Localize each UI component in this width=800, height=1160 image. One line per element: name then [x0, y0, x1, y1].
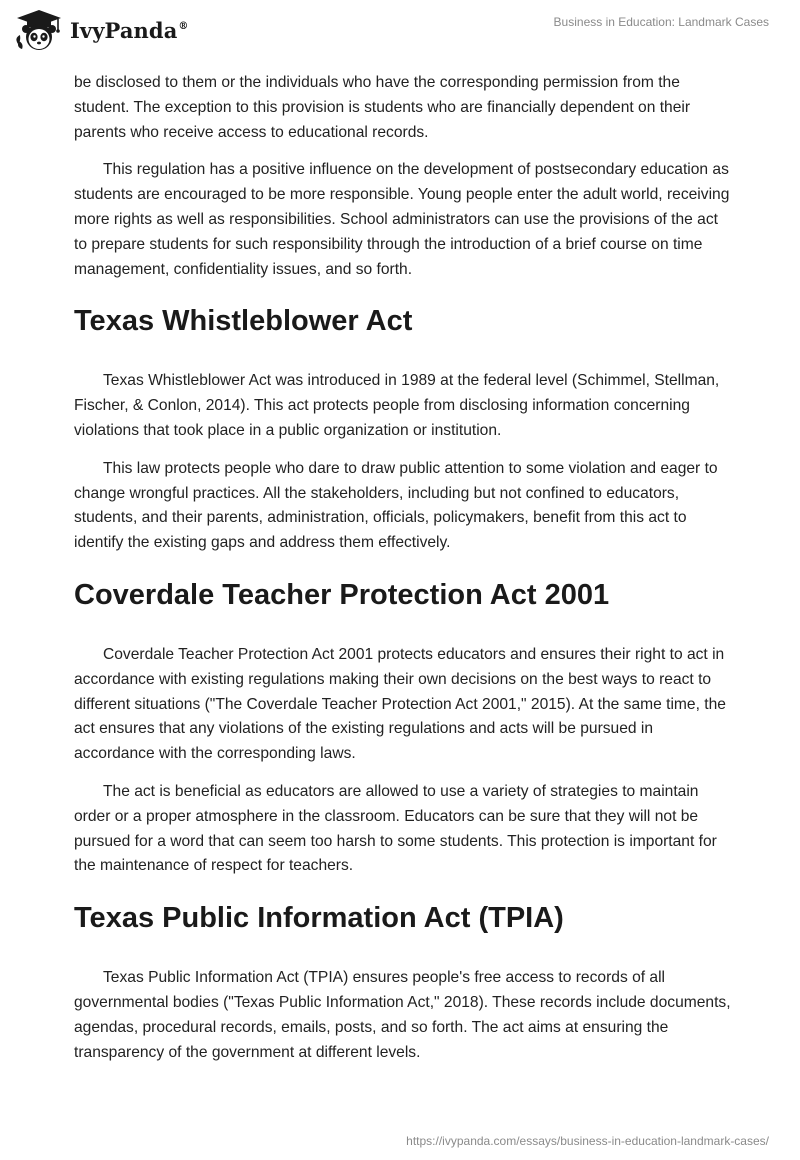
logo[interactable] — [14, 8, 189, 52]
paragraph: This law protects people who dare to draw public attention to some violation and eager to change wrongful practices. All the stakeholders, including but not confined to educators, students, and their parents, administration, officials, policymakers, benefit from this act to identify the existing gaps and address them effectively. — [74, 459, 718, 552]
section-heading: Coverdale Teacher Protection Act 2001 — [74, 578, 610, 611]
paragraph: Texas Whistleblower Act was introduced in 1989 at the federal level (Schimmel, Stellman, Fischer, & Conlon, 2014). This act protects people from disclosing information concerning violations that took place in a public organization or institution. — [74, 372, 720, 439]
paragraph: be disclosed to them or the individuals who have the corresponding permission from the student. The exception to this provision is students who are financially dependent on their parents who receive access to educational records. — [74, 74, 691, 141]
paragraph: This regulation has a positive influence on the development of postsecondary education as students are encouraged to be more responsible. Young people enter the adult world, receiving more rights as well as responsibilities. School administrators can use the provisions of the act to prepare students for such responsibility through the introduction of a brief course on time management, confidentiality issues, and so forth. — [74, 161, 730, 278]
brand-name: IvyPanda® — [70, 17, 189, 43]
panda-graduate-icon — [14, 8, 64, 52]
paragraph: Texas Public Information Act (TPIA) ensures people's free access to records of all governmental bodies ("Texas Public Information Act," 2018). These records include documents, agendas, procedural records, emails, posts, and so forth. The act aims at ensuring the transparency of the government at different levels. — [74, 969, 731, 1061]
paragraph: The act is beneficial as educators are allowed to use a variety of strategies to maintain order or a proper atmosphere in the classroom. Educators can be sure that they will not be pursued for a word that can seem too harsh to some students. This protection is important for the maintenance of respect for teachers. — [74, 782, 717, 875]
section-heading: Texas Public Information Act (TPIA) — [74, 902, 564, 935]
essay-body — [74, 71, 734, 1078]
document-title: Business in Education: Landmark Cases — [553, 15, 769, 29]
registered-mark: ® — [178, 20, 189, 32]
source-url[interactable]: https://ivypanda.com/essays/business-in-education-landmark-cases/ — [406, 1134, 769, 1148]
section-heading: Texas Whistleblower Act — [74, 305, 413, 338]
paragraph: Coverdale Teacher Protection Act 2001 protects educators and ensures their right to act in accordance with existing regulations making their own decisions on the best ways to react to different situations ("The Coverdale Teacher Protection Act 2001," 2015). At the same time, the act ensures that any violations of the existing regulations and acts will be pursued in accordance with the corresponding laws. — [74, 645, 726, 763]
page-header — [0, 0, 800, 60]
